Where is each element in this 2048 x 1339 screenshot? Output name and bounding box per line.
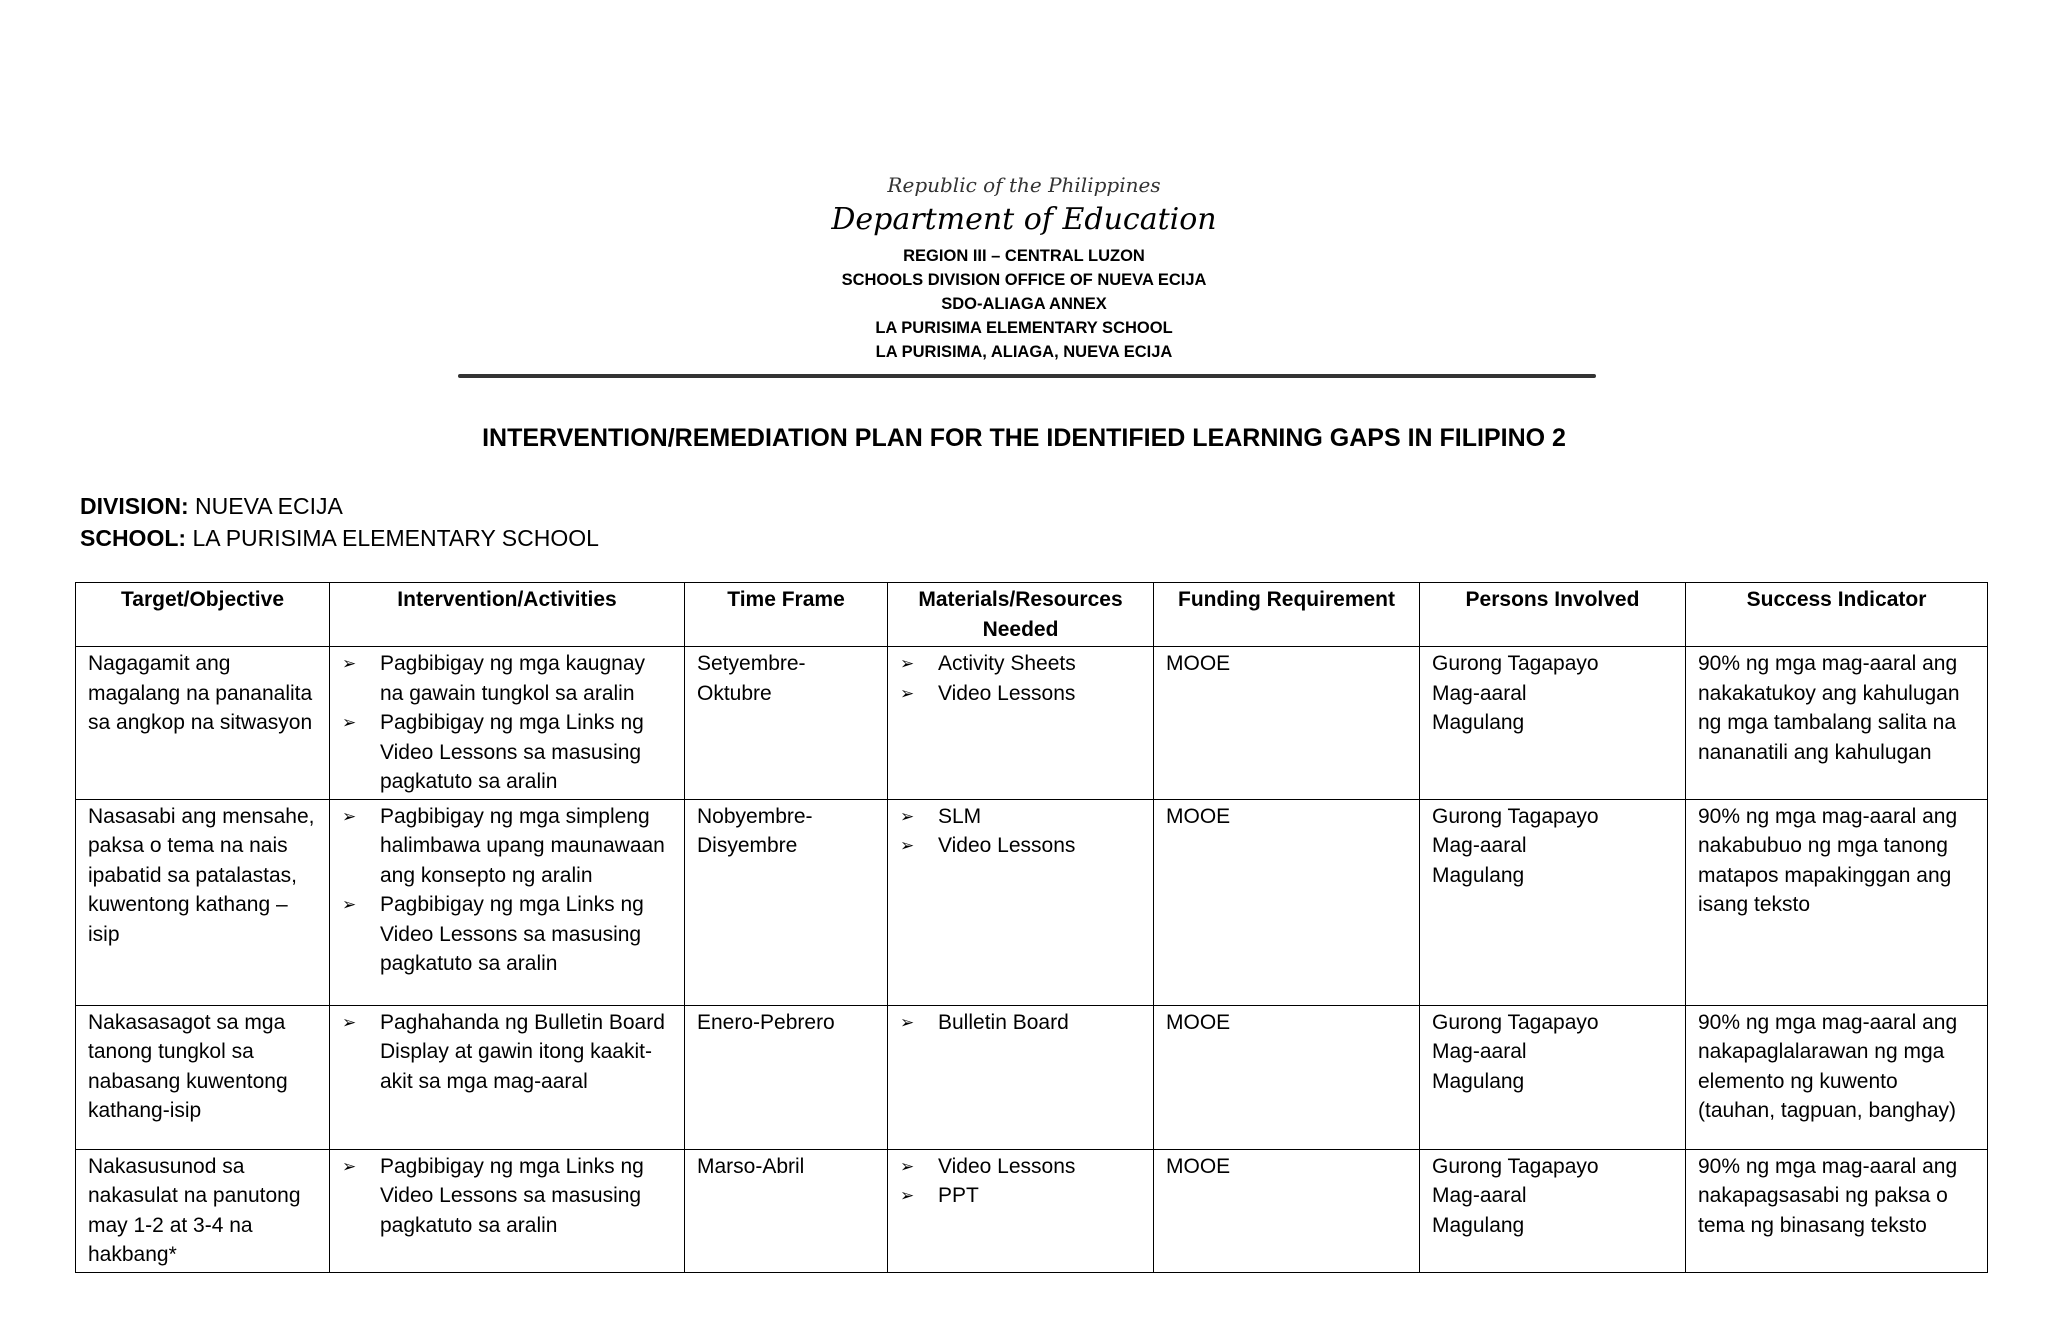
division-info xyxy=(80,490,343,522)
header-persons: Persons Involved xyxy=(1420,583,1686,647)
person-item: Mag-aaral xyxy=(1432,834,1527,857)
person-item: Gurong Tagapayo xyxy=(1432,804,1599,828)
table-row xyxy=(76,1149,1988,1272)
success-cell: 90% ng mga mag-aaral ang nakabubuo ng mga tanong matapos mapakinggan ang isang teksto xyxy=(1686,799,1988,1005)
intervention-cell xyxy=(330,1149,685,1272)
header-intervention: Intervention/Activities xyxy=(330,583,685,647)
arrow-bullet-icon: ➢ xyxy=(342,1012,357,1032)
success-cell: 90% ng mga mag-aaral ang nakapaglalarawan ng mga elemento ng kuwento (tauhan, tagpuan, banghay) xyxy=(1686,1005,1988,1149)
republic-line: Republic of the Philippines xyxy=(887,173,1161,197)
division-office-line: SCHOOLS DIVISION OFFICE OF NUEVA ECIJA xyxy=(841,271,1207,289)
letterhead-divider xyxy=(458,374,1596,378)
person-item: Magulang xyxy=(1432,1213,1525,1237)
time-frame-cell: Enero-Pebrero xyxy=(685,1005,888,1149)
arrow-bullet-icon: ➢ xyxy=(900,1186,915,1205)
person-item: Magulang xyxy=(1432,863,1525,887)
list-item: ➢ PPT xyxy=(900,1181,1141,1211)
arrow-bullet-icon: ➢ xyxy=(900,1156,915,1176)
persons-cell xyxy=(1420,647,1686,800)
success-cell: 90% ng mga mag-aaral ang nakapagsasabi ng paksa o tema ng binasang teksto xyxy=(1686,1149,1988,1272)
list-item: ➢ Pagbibigay ng mga Links ng Video Lessons sa masusing pagkatuto sa aralin xyxy=(342,708,672,797)
person-item: Magulang xyxy=(1432,711,1525,734)
table-header-row xyxy=(76,583,1988,647)
plan-title: INTERVENTION/REMEDIATION PLAN FOR THE IDENTIFIED LEARNING GAPS IN FILIPINO 2 xyxy=(482,424,1566,452)
list-item: ➢ Pagbibigay ng mga kaugnay na gawain tungkol sa aralin xyxy=(342,649,672,708)
arrow-bullet-icon: ➢ xyxy=(900,806,915,826)
person-item: Gurong Tagapayo xyxy=(1432,1154,1599,1178)
division-label: DIVISION: xyxy=(80,493,189,519)
header-time-frame: Time Frame xyxy=(685,583,888,647)
arrow-bullet-icon: ➢ xyxy=(342,1156,357,1176)
person-item: Gurong Tagapayo xyxy=(1432,1010,1599,1034)
annex-line: SDO-ALIAGA ANNEX xyxy=(941,295,1107,313)
funding-cell: MOOE xyxy=(1154,1005,1420,1149)
list-item: ➢ Pagbibigay ng mga Links ng Video Lessons sa masusing pagkatuto sa aralin xyxy=(342,1152,672,1241)
person-item: Mag-aaral xyxy=(1432,1184,1527,1207)
list-item: ➢ SLM xyxy=(900,802,1141,832)
list-item: ➢ Pagbibigay ng mga simpleng halimbawa upang maunawaan ang konsepto ng aralin xyxy=(342,802,672,891)
table-row xyxy=(76,799,1988,1005)
arrow-bullet-icon: ➢ xyxy=(900,1012,915,1032)
target-cell: Nasasabi ang mensahe, paksa o tema na nais ipabatid sa patalastas, kuwentong kathang – isip xyxy=(76,799,330,1005)
list-item: ➢ Activity Sheets xyxy=(900,649,1141,679)
materials-cell xyxy=(888,1005,1154,1149)
time-frame-cell: Marso-Abril xyxy=(685,1149,888,1272)
success-cell: 90% ng mga mag-aaral ang nakakatukoy ang kahulugan ng mga tambalang salita na nananatili ang kahulugan xyxy=(1686,647,1988,800)
list-item: ➢ Bulletin Board xyxy=(900,1008,1141,1038)
header-funding: Funding Requirement xyxy=(1154,583,1420,647)
list-item: ➢ Video Lessons xyxy=(900,831,1141,861)
persons-cell xyxy=(1420,1005,1686,1149)
funding-cell: MOOE xyxy=(1154,799,1420,1005)
persons-cell xyxy=(1420,799,1686,1005)
time-frame-cell: Setyembre-Oktubre xyxy=(685,647,888,800)
intervention-cell xyxy=(330,799,685,1005)
arrow-bullet-icon: ➢ xyxy=(900,683,915,703)
intervention-cell xyxy=(330,1005,685,1149)
funding-cell: MOOE xyxy=(1154,647,1420,800)
person-item: Magulang xyxy=(1432,1069,1525,1093)
person-item: Mag-aaral xyxy=(1432,1040,1527,1063)
school-info xyxy=(80,522,599,554)
letterhead xyxy=(0,172,2048,364)
target-cell: Nagagamit ang magalang na pananalita sa angkop na sitwasyon xyxy=(76,647,330,800)
arrow-bullet-icon: ➢ xyxy=(342,713,357,732)
persons-cell xyxy=(1420,1149,1686,1272)
funding-cell: MOOE xyxy=(1154,1149,1420,1272)
list-item: ➢ Pagbibigay ng mga Links ng Video Lessons sa masusing pagkatuto sa aralin xyxy=(342,890,672,979)
region-line: REGION III – CENTRAL LUZON xyxy=(903,247,1145,265)
header-success: Success Indicator xyxy=(1686,583,1988,647)
list-item: ➢ Video Lessons xyxy=(900,1152,1141,1182)
arrow-bullet-icon: ➢ xyxy=(342,654,357,673)
header-target: Target/Objective xyxy=(76,583,330,647)
materials-cell xyxy=(888,647,1154,800)
school-name-line: LA PURISIMA ELEMENTARY SCHOOL xyxy=(875,319,1173,337)
arrow-bullet-icon: ➢ xyxy=(900,836,915,855)
person-item: Mag-aaral xyxy=(1432,681,1527,705)
division-value: NUEVA ECIJA xyxy=(195,493,343,519)
list-item: ➢ Video Lessons xyxy=(900,679,1141,709)
table-row xyxy=(76,1005,1988,1149)
target-cell: Nakasasagot sa mga tanong tungkol sa nabasang kuwentong kathang-isip xyxy=(76,1005,330,1149)
school-label: SCHOOL: xyxy=(80,525,187,551)
arrow-bullet-icon: ➢ xyxy=(342,895,357,914)
school-address-line: LA PURISIMA, ALIAGA, NUEVA ECIJA xyxy=(875,343,1173,361)
arrow-bullet-icon: ➢ xyxy=(900,654,915,673)
materials-cell xyxy=(888,1149,1154,1272)
arrow-bullet-icon: ➢ xyxy=(342,806,357,826)
school-value: LA PURISIMA ELEMENTARY SCHOOL xyxy=(192,525,599,551)
time-frame-cell: Nobyembre-Disyembre xyxy=(685,799,888,1005)
table-row xyxy=(76,647,1988,800)
intervention-plan-table xyxy=(75,582,1988,1273)
header-materials: Materials/Resources Needed xyxy=(888,583,1154,647)
person-item: Gurong Tagapayo xyxy=(1432,652,1599,675)
department-name: Department of Education xyxy=(831,202,1217,237)
materials-cell xyxy=(888,799,1154,1005)
target-cell: Nakasusunod sa nakasulat na panutong may 1-2 at 3-4 na hakbang* xyxy=(76,1149,330,1272)
intervention-cell xyxy=(330,647,685,800)
list-item: ➢ Paghahanda ng Bulletin Board Display at gawin itong kaakit-akit sa mga mag-aaral xyxy=(342,1008,672,1097)
